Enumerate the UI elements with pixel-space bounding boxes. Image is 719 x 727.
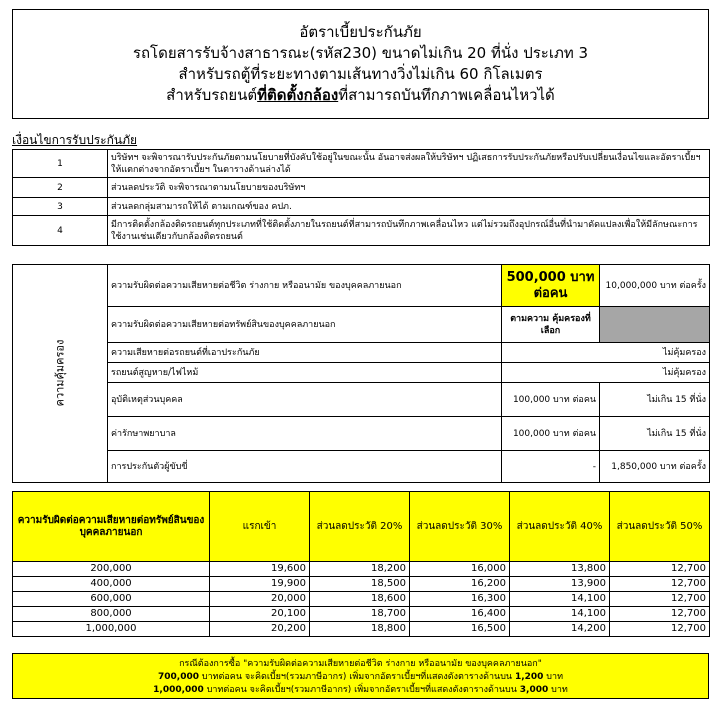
coverage-value: - [502,451,600,483]
rates-cell: 13,800 [510,562,610,577]
coverage-row [13,417,710,451]
coverage-table [12,264,710,483]
rates-table [12,491,710,637]
condition-row [13,216,710,246]
rates-cell: 18,200 [310,562,410,577]
rates-header-row [13,492,710,562]
rates-cell: 600,000 [13,592,210,607]
coverage-label: ค่ารักษาพยาบาล [108,417,502,451]
coverage-label: ความรับผิดต่อความเสียหายต่อทรัพย์สินของบุคคลภายนอก [108,307,502,343]
coverage-label: อุบัติเหตุส่วนบุคคล [108,383,502,417]
rates-header: ส่วนลดประวัติ 50% [610,492,710,562]
condition-row [13,178,710,198]
rates-cell: 18,800 [310,622,410,637]
rates-cell: 14,200 [510,622,610,637]
rates-row [13,577,710,592]
conditions-heading: เงื่อนไขการรับประกันภัย [12,133,138,147]
rates-cell: 18,700 [310,607,410,622]
condition-text: มีการติดตั้งกล้องติดรถยนต์ทุกประเภทที่ใช้ติดตั้งภายในรถยนต์ที่สามารถบันทึกภาพเคลื่อนไหว แต่ไม่รวมถึงอุปกรณ์อื่นที่นำมาดัดแปลงเพื่อให้มีลักษณะการใช้งานเช่นเดียวกับกล้องติดรถยนต์ [108,216,710,246]
rates-cell: 12,700 [610,607,710,622]
rates-cell: 16,300 [410,592,510,607]
rates-cell: 12,700 [610,577,710,592]
rates-header: ส่วนลดประวัติ 40% [510,492,610,562]
rates-cell: 20,100 [210,607,310,622]
coverage-row [13,307,710,343]
rates-cell: 18,500 [310,577,410,592]
rates-header: ส่วนลดประวัติ 30% [410,492,510,562]
title-box [12,9,709,119]
condition-row [13,150,710,178]
rates-row [13,592,710,607]
condition-text: ส่วนลดกลุ่มสามารถให้ได้ ตามเกณฑ์ของ คปภ. [108,198,710,216]
note-line-1: กรณีต้องการซื้อ "ความรับผิดต่อความเสียหายต่อชีวิต ร่างกาย หรืออนามัย ของบุคคลภายนอก" [179,659,542,669]
rates-cell: 19,600 [210,562,310,577]
rates-cell: 16,400 [410,607,510,622]
coverage-value: 100,000 บาท ต่อคน [502,417,600,451]
conditions-table [12,149,710,246]
rates-cell: 16,200 [410,577,510,592]
coverage-row [13,451,710,483]
coverage-row [13,343,710,363]
rates-cell: 13,900 [510,577,610,592]
coverage-label: รถยนต์สูญหาย/ไฟไหม้ [108,363,502,383]
coverage-label: การประกันตัวผู้ขับขี่ [108,451,502,483]
coverage-extra: 10,000,000 บาท ต่อครั้ง [600,265,710,307]
premium-note [12,653,709,699]
title-line-3: สำหรับรถตู้ที่ระยะทางตามเส้นทางวิ่งไม่เกิน 60 กิโลเมตร [178,65,543,83]
rates-cell: 12,700 [610,622,710,637]
coverage-value: ไม่คุ้มครอง [502,343,710,363]
rates-cell: 16,500 [410,622,510,637]
coverage-value: ไม่คุ้มครอง [502,363,710,383]
coverage-extra: ไม่เกิน 15 ที่นั่ง [600,417,710,451]
condition-number: 3 [13,198,108,216]
rates-row [13,607,710,622]
rates-cell: 18,600 [310,592,410,607]
rates-cell: 400,000 [13,577,210,592]
rates-cell: 20,000 [210,592,310,607]
rates-cell: 12,700 [610,592,710,607]
rates-header: แรกเข้า [210,492,310,562]
rates-row [13,562,710,577]
title-line-4-emphasis: ที่ติดตั้งกล้อง [257,86,339,104]
note-line-3: 1,000,000 บาทต่อคน จะคิดเบี้ยฯ(รวมภาษีอากร) เพิ่มจากอัตราเบี้ยฯที่แสดงดังตารางด้านบน 3,000 บาท [153,685,568,695]
rates-cell: 20,200 [210,622,310,637]
coverage-extra: 1,850,000 บาท ต่อครั้ง [600,451,710,483]
coverage-value: 100,000 บาท ต่อคน [502,383,600,417]
title-line-4 [166,85,555,106]
condition-number: 1 [13,150,108,178]
condition-number: 4 [13,216,108,246]
rates-cell: 19,900 [210,577,310,592]
coverage-label: ความรับผิดต่อความเสียหายต่อชีวิต ร่างกาย หรืออนามัย ของบุคคลภายนอก [108,265,502,307]
rates-row [13,622,710,637]
coverage-row [13,265,710,307]
rates-cell: 1,000,000 [13,622,210,637]
title-line-4-pre: สำหรับรถยนต์ [166,86,258,104]
condition-row [13,198,710,216]
rates-cell: 12,700 [610,562,710,577]
condition-text: ส่วนลดประวัติ จะพิจารณาตามนโยบายของบริษัทฯ [108,178,710,198]
condition-number: 2 [13,178,108,198]
rates-cell: 800,000 [13,607,210,622]
rates-cell: 200,000 [13,562,210,577]
coverage-extra-shaded [600,307,710,343]
rates-cell: 14,100 [510,592,610,607]
rates-header: ส่วนลดประวัติ 20% [310,492,410,562]
title-line-2: รถโดยสารรับจ้างสาธารณะ(รหัส230) ขนาดไม่เกิน 20 ที่นั่ง ประเภท 3 [132,44,589,62]
coverage-label: ความเสียหายต่อรถยนต์ที่เอาประกันภัย [108,343,502,363]
title-line-4-post: ที่สามารถบันทึกภาพเคลื่อนไหวได้ [338,86,555,104]
title-line-1: อัตราเบี้ยประกันภัย [299,23,422,41]
coverage-value: 500,000 บาท ต่อคน [502,265,600,307]
coverage-row [13,363,710,383]
rates-cell: 14,100 [510,607,610,622]
condition-text: บริษัทฯ จะพิจารณารับประกันภัยตามนโยบายที่บังคับใช้อยู่ในขณะนั้น อันอาจส่งผลให้บริษัทฯ ปฏิเสธการรับประกันภัยหรือปรับเปลี่ยนเงื่อนไขและอัตราเบี้ยฯ ให้แตกต่างจากอัตราเบี้ยฯ ในตารางด้านล่างได้ [108,150,710,178]
coverage-side-label: ความคุ้มครอง [13,265,108,483]
note-line-2: 700,000 บาทต่อคน จะคิดเบี้ยฯ(รวมภาษีอากร) เพิ่มจากอัตราเบี้ยฯที่แสดงดังตารางด้านบน 1,200 บาท [157,672,563,682]
rates-cell: 16,000 [410,562,510,577]
coverage-row [13,383,710,417]
coverage-extra: ไม่เกิน 15 ที่นั่ง [600,383,710,417]
coverage-value: ตามความ คุ้มครองที่เลือก [502,307,600,343]
rates-header: ความรับผิดต่อความเสียหายต่อทรัพย์สินของบุคคลภายนอก [13,492,210,562]
